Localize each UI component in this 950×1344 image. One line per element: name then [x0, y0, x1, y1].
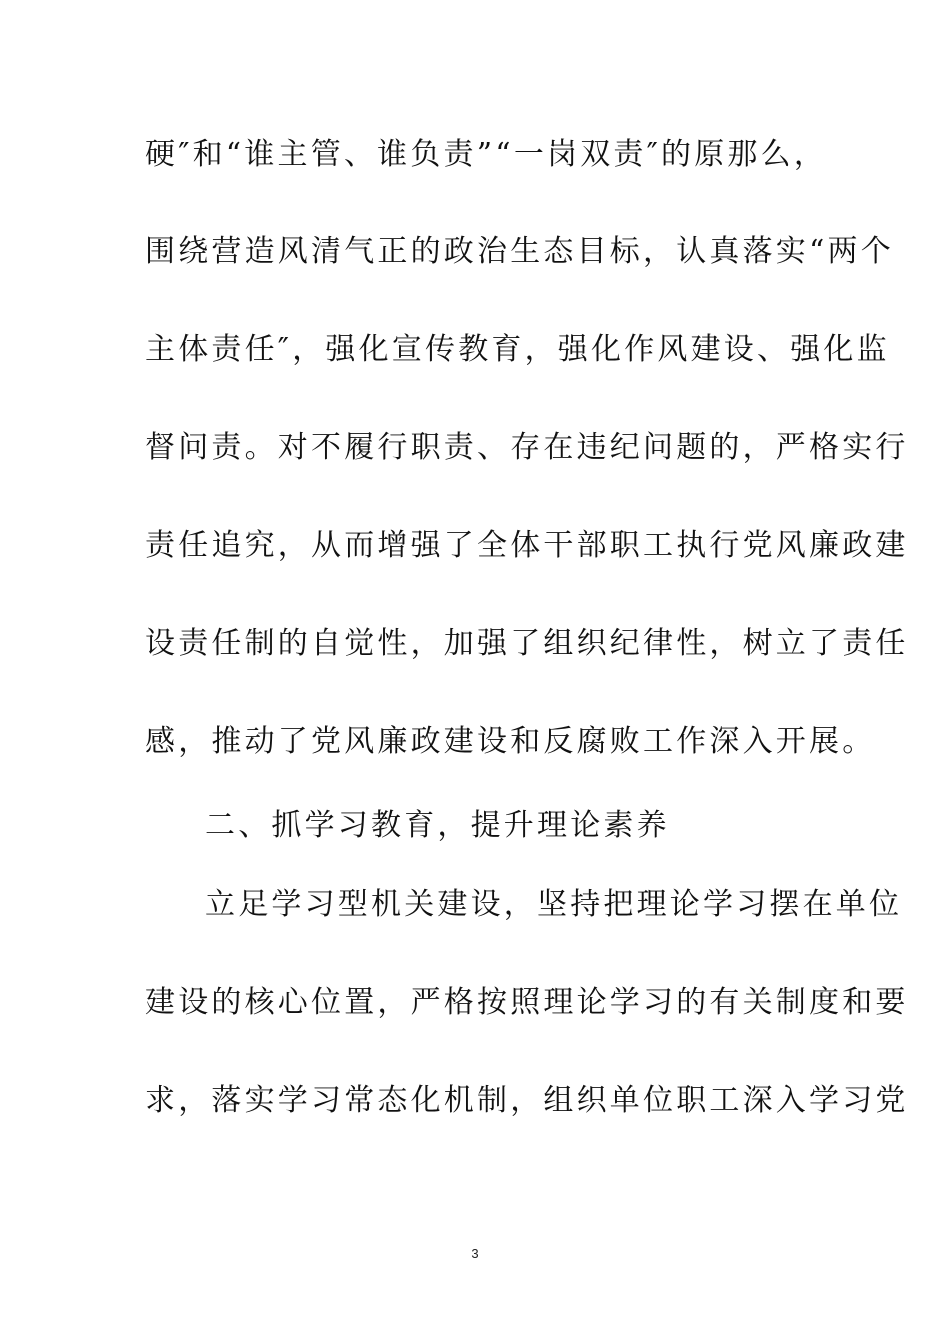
text-line: 感，推动了党风廉政建设和反腐败工作深入开展。 — [145, 724, 876, 759]
text-line: 立足学习型机关建设，坚持把理论学习摆在单位 — [205, 887, 903, 922]
text-line: 设责任制的自觉性，加强了组织纪律性，树立了责任 — [145, 626, 909, 661]
section-heading: 二、抓学习教育，提升理论素养 — [205, 808, 670, 843]
text-line: 建设的核心位置，严格按照理论学习的有关制度和要 — [145, 985, 909, 1020]
text-line: 围绕营造风清气正的政治生态目标，认真落实“两个 — [145, 234, 894, 269]
text-line: 主体责任″，强化宣传教育，强化作风建设、强化监 — [145, 332, 890, 367]
text-line: 硬″和“谁主管、谁负责”“一岗双责″的原那么， — [145, 137, 828, 172]
text-line: 责任追究，从而增强了全体干部职工执行党风廉政建 — [145, 528, 909, 563]
text-line: 督问责。对不履行职责、存在违纪问题的，严格实行 — [145, 430, 909, 465]
text-line: 求，落实学习常态化机制，组织单位职工深入学习党 — [145, 1083, 909, 1118]
page-number: 3 — [471, 1246, 479, 1261]
